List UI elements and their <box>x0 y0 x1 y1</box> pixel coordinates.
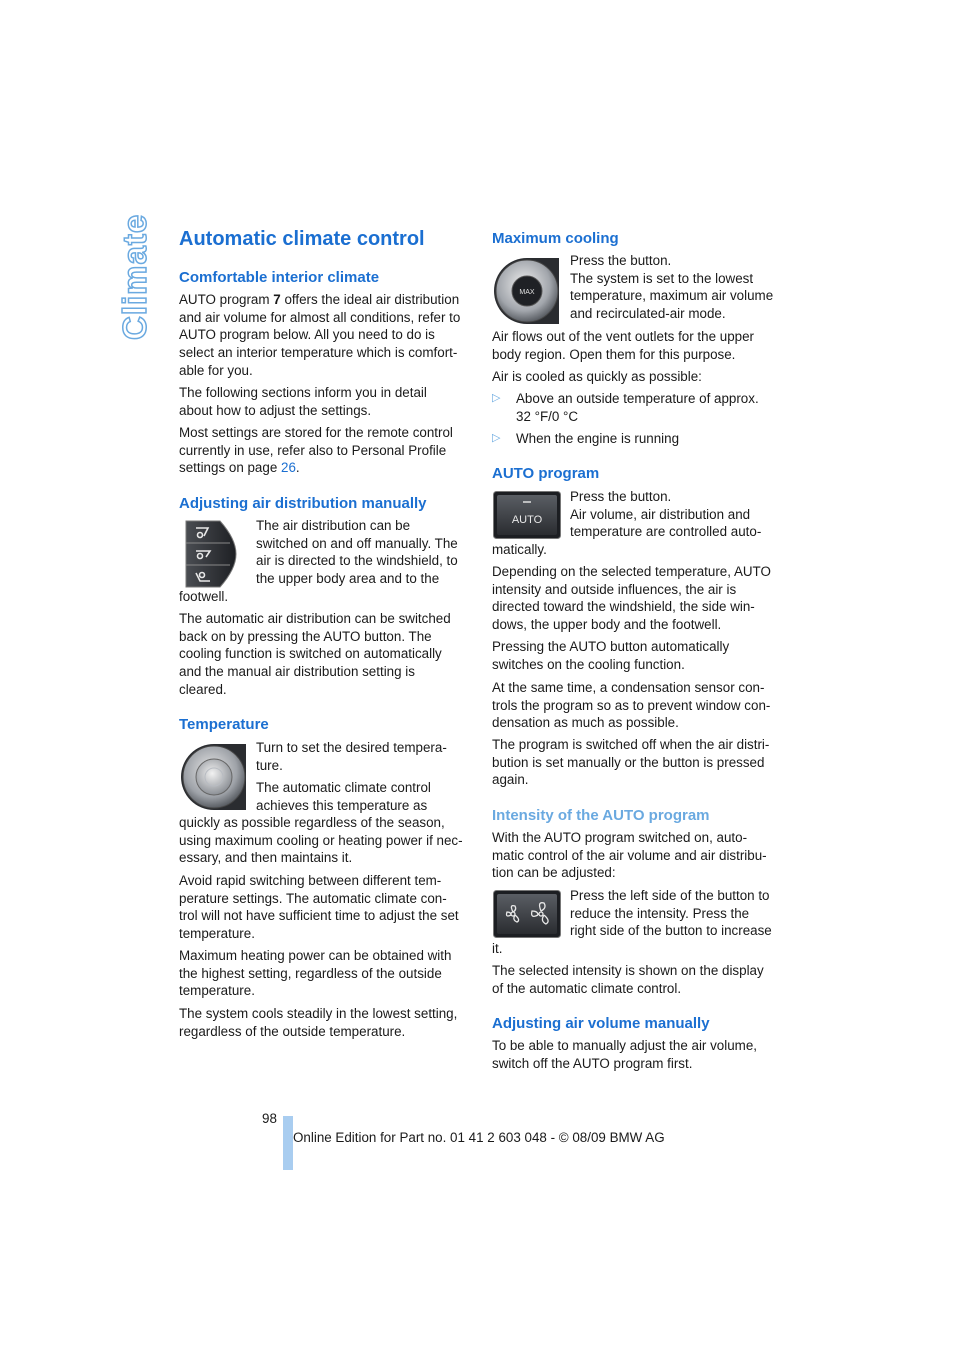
text-line: currently in use, refer also to Personal Profile <box>179 442 447 458</box>
page-link-26[interactable]: 26 <box>281 460 296 476</box>
auto-program-number: 7 <box>273 292 281 307</box>
text-line: The automatic air distribution can be switched <box>179 611 451 626</box>
text-line: When the engine is running <box>516 431 680 446</box>
temperature-knob-image <box>180 742 248 812</box>
bullet-item <box>492 390 787 425</box>
text-line: select an interior temperature which is comfort- <box>179 345 458 361</box>
paragraph-depending-on <box>492 563 771 634</box>
text-line: bution is set manually or the button is pressed <box>492 754 765 770</box>
text: AUTO program <box>179 292 270 307</box>
text-line: With the AUTO program switched on, auto- <box>492 830 748 845</box>
text-line: densation as much as possible. <box>492 715 679 731</box>
text-line: Air flows out of the vent outlets for the upper <box>492 329 755 344</box>
text-line: To be able to manually adjust the air volume, <box>492 1038 757 1053</box>
text-line: The selected intensity is shown on the display <box>492 963 764 978</box>
section-tab-climate <box>112 213 156 350</box>
text-line: Most settings are stored for the remote control <box>179 425 453 440</box>
paragraph-condensation <box>492 679 770 732</box>
text-line: Pressing the AUTO button automatically <box>492 639 730 654</box>
text-line: and recirculated-air mode. <box>570 306 726 322</box>
text-line: intensity and outside influences, the air is <box>492 581 737 597</box>
paragraph-intensity-wrap <box>570 887 772 940</box>
air-distribution-buttons-image <box>180 519 238 589</box>
text-line: The automatic climate control <box>256 780 431 795</box>
paragraph-auto-distribution <box>179 610 451 699</box>
text-line: Maximum heating power can be obtained with <box>179 948 452 963</box>
text-line: matically. <box>492 542 547 557</box>
text-line: At the same time, a condensation sensor con- <box>492 680 765 695</box>
text-line: air is directed to the windshield, to <box>256 553 458 569</box>
paragraph-following-sections <box>179 384 427 419</box>
paragraph-intensity-intro <box>492 829 767 882</box>
text-line: temperature are controlled auto- <box>570 524 762 540</box>
paragraph-temperature-cont <box>179 814 463 867</box>
max-cooling-knob-image <box>493 256 561 326</box>
text-line: Air is cooled as quickly as possible: <box>492 369 702 384</box>
text-line: using maximum cooling or heating power if nec- <box>179 832 463 848</box>
text-line: dows, the upper body and the footwell. <box>492 617 722 633</box>
text-line: and the manual air distribution setting is <box>179 664 415 680</box>
paragraph-intensity-display <box>492 962 764 997</box>
page-title: Automatic climate control <box>179 228 425 250</box>
text-line: Press the button. <box>570 489 672 504</box>
text-line: switched on and off manually. The <box>256 535 458 551</box>
text-line: 32 °F/0 °C <box>516 408 579 424</box>
paragraph-avoid-rapid <box>179 872 459 943</box>
text-line: switch off the AUTO program first. <box>492 1055 693 1071</box>
text-line: cooling function is switched on automatically <box>179 646 442 662</box>
footer-edition: Online Edition for Part no. 01 41 2 603 048 - © 08/09 BMW AG <box>293 1130 665 1145</box>
heading-comfortable-interior-climate: Comfortable interior climate <box>179 269 380 286</box>
text-line: The system cools steadily in the lowest setting, <box>179 1006 458 1021</box>
text-line: back on by pressing the AUTO button. The <box>179 628 432 644</box>
paragraph-max-heating <box>179 947 451 1000</box>
text-line: Avoid rapid switching between different tem- <box>179 873 442 888</box>
text-line: The system is set to the lowest <box>570 270 754 286</box>
paragraph-auto-program-intro <box>179 291 460 380</box>
text-line: footwell. <box>179 589 229 604</box>
text-line: Press the button. <box>570 253 672 268</box>
text-line: right side of the button to increase <box>570 923 772 939</box>
text-line: of the automatic climate control. <box>492 980 682 996</box>
paragraph-pressing-auto <box>492 638 729 673</box>
paragraph-air-volume <box>492 1037 757 1072</box>
paragraph-air-flows <box>492 328 754 363</box>
footer-accent-bar <box>283 1116 293 1170</box>
text: settings on page <box>179 460 278 476</box>
text-line: quickly as possible regardless of the season, <box>179 815 445 830</box>
text-line: AUTO program below. All you need to do is <box>179 327 435 343</box>
text-line: the upper body area and to the <box>256 571 440 587</box>
text-line: again. <box>492 772 529 788</box>
text-line: switches on the cooling function. <box>492 656 685 672</box>
heading-maximum-cooling: Maximum cooling <box>492 230 619 247</box>
text-line: tion can be adjusted: <box>492 865 616 881</box>
text-line: able for you. <box>179 362 253 378</box>
paragraph-settings-stored <box>179 424 453 477</box>
text-line: temperature. <box>179 926 255 942</box>
text-line: it. <box>492 941 503 956</box>
auto-button-image <box>493 491 561 539</box>
paragraph-auto-wrap <box>570 488 761 541</box>
heading-air-volume: Adjusting air volume manually <box>492 1015 710 1032</box>
text-line: about how to adjust the settings. <box>179 402 372 418</box>
text-line: directed toward the windshield, the side win- <box>492 599 755 615</box>
intensity-button-image <box>493 890 561 938</box>
auto-button-label: AUTO <box>511 514 543 526</box>
text-line: temperature, maximum air volume <box>570 288 774 304</box>
text-line: temperature. <box>179 983 255 999</box>
text-line: Air volume, air distribution and <box>570 506 751 522</box>
text-line: cleared. <box>179 681 227 697</box>
heading-intensity: Intensity of the AUTO program <box>492 807 710 824</box>
heading-temperature: Temperature <box>179 716 269 733</box>
text-line: and air volume for almost all conditions, refer to <box>179 309 461 325</box>
bullet-item <box>492 430 787 448</box>
text-line: ture. <box>256 757 283 773</box>
paragraph-max-cooling-wrap <box>570 252 773 323</box>
text-line: trol will not have sufficient time to adjust the set <box>179 908 459 924</box>
text-line: achieves this temperature as <box>256 797 428 813</box>
text-line: reduce the intensity. Press the <box>570 905 750 921</box>
text-line: body region. Open them for this purpose. <box>492 346 736 362</box>
text-line: The following sections inform you in detail <box>179 385 427 400</box>
paragraph-switched-off <box>492 736 769 789</box>
paragraph-cools-steadily <box>179 1005 457 1040</box>
triangle-bullet-icon: ▷ <box>492 392 501 404</box>
heading-air-distribution: Adjusting air distribution manually <box>179 495 427 512</box>
text-line: matic control of the air volume and air distribu- <box>492 847 767 863</box>
text-line: The program is switched off when the air distri- <box>492 737 770 752</box>
max-knob-label: MAX <box>519 289 535 296</box>
triangle-bullet-icon: ▷ <box>492 432 501 444</box>
text-line: Turn to set the desired tempera- <box>256 740 447 755</box>
page-number: 98 <box>262 1111 277 1126</box>
text-line: the highest setting, regardless of the outside <box>179 965 442 981</box>
paragraph-temperature-turn <box>256 739 447 774</box>
paragraph-temperature-achieves <box>256 779 431 814</box>
text-line: perature settings. The automatic climate con- <box>179 890 447 906</box>
text-line: Depending on the selected temperature, AUTO <box>492 564 771 579</box>
text-line: Press the left side of the button to <box>570 888 770 903</box>
text-line: regardless of the outside temperature. <box>179 1023 406 1039</box>
text: . <box>295 460 300 476</box>
text-line: essary, and then maintains it. <box>179 850 353 866</box>
paragraph-air-distribution-wrap <box>256 517 458 588</box>
text-line: Above an outside temperature of approx. <box>516 391 759 406</box>
section-tab-label: Climate <box>116 213 153 340</box>
text-line: trols the program so as to prevent window con- <box>492 697 771 713</box>
heading-auto-program: AUTO program <box>492 465 600 482</box>
text: offers the ideal air distribution <box>284 292 460 307</box>
text-line: The air distribution can be <box>256 518 411 533</box>
